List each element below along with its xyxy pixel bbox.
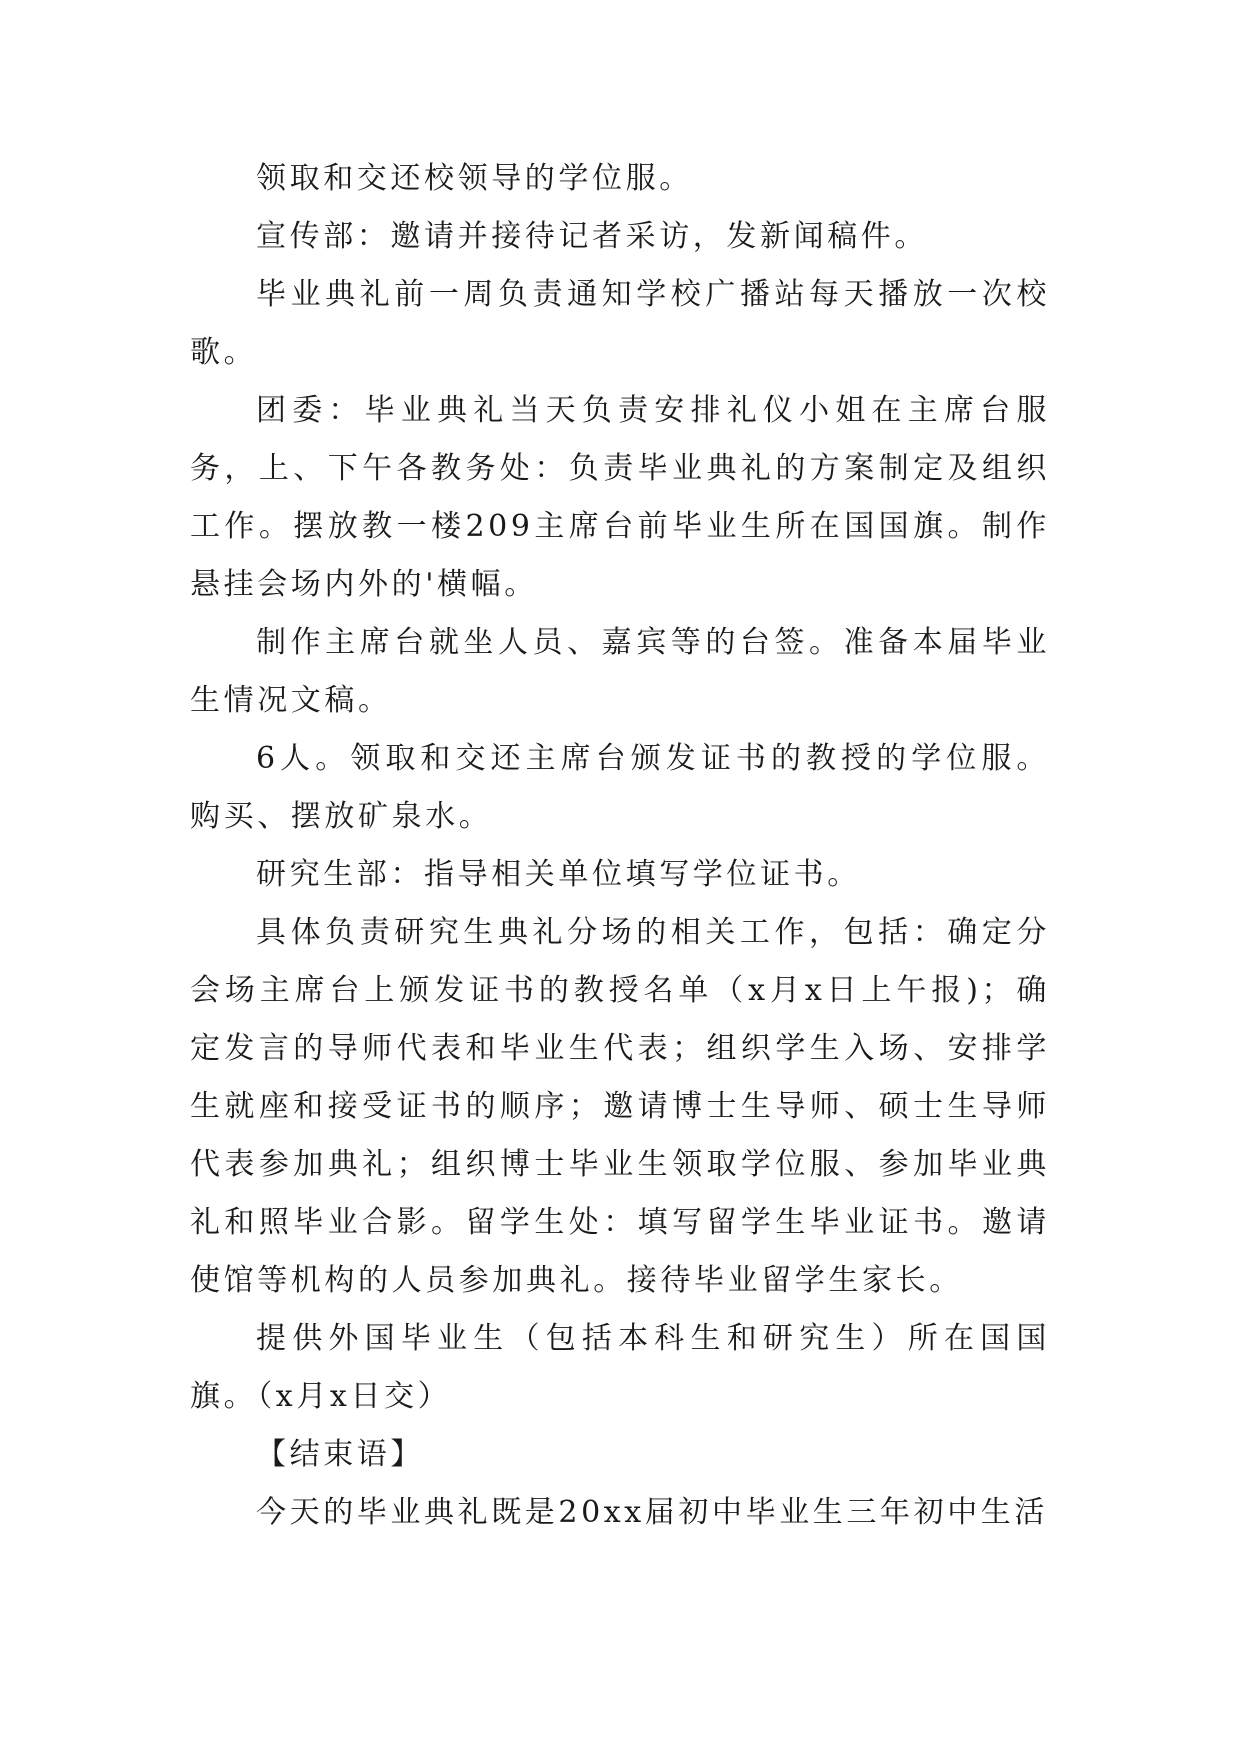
paragraph-8: 具体负责研究生典礼分场的相关工作，包括：确定分会场主席台上颁发证书的教授名单（x月x日上午报)；确定发言的导师代表和毕业生代表；组织学生入场、安排学生就座和接受证书的顺序；邀请博士生导师、硕士生导师代表参加典礼；组织博士毕业生领取学位服、参加毕业典礼和照毕业合影。留学生处：填写留学生毕业证书。邀请使馆等机构的人员参加典礼。接待毕业留学生家长。 <box>190 915 1050 1298</box>
paragraph-3: 毕业典礼前一周负责通知学校广播站每天播放一次校歌。 <box>190 277 1050 370</box>
paragraph-7: 研究生部：指导相关单位填写学位证书。 <box>256 857 861 892</box>
paragraph-10: 今天的毕业典礼既是20xx届初中毕业生三年初中生活 <box>256 1495 1049 1530</box>
paragraph-6: 6人。领取和交还主席台颁发证书的教授的学位服。购买、摆放矿泉水。 <box>190 741 1050 834</box>
body-text <box>190 150 1050 1542</box>
paragraph-5: 制作主席台就坐人员、嘉宾等的台签。准备本届毕业生情况文稿。 <box>190 625 1050 718</box>
paragraph-4: 团委：毕业典礼当天负责安排礼仪小姐在主席台服务，上、下午各教务处：负责毕业典礼的方案制定及组织工作。摆放教一楼209主席台前毕业生所在国国旗。制作悬挂会场内外的'横幅。 <box>190 393 1050 602</box>
paragraph-9: 提供外国毕业生（包括本科生和研究生）所在国国旗。（x月x日交） <box>190 1321 1050 1414</box>
paragraph-2: 宣传部：邀请并接待记者采访，发新闻稿件。 <box>256 219 928 254</box>
paragraph-1: 领取和交还校领导的学位服。 <box>256 161 693 196</box>
section-heading: 【结束语】 <box>256 1437 424 1472</box>
